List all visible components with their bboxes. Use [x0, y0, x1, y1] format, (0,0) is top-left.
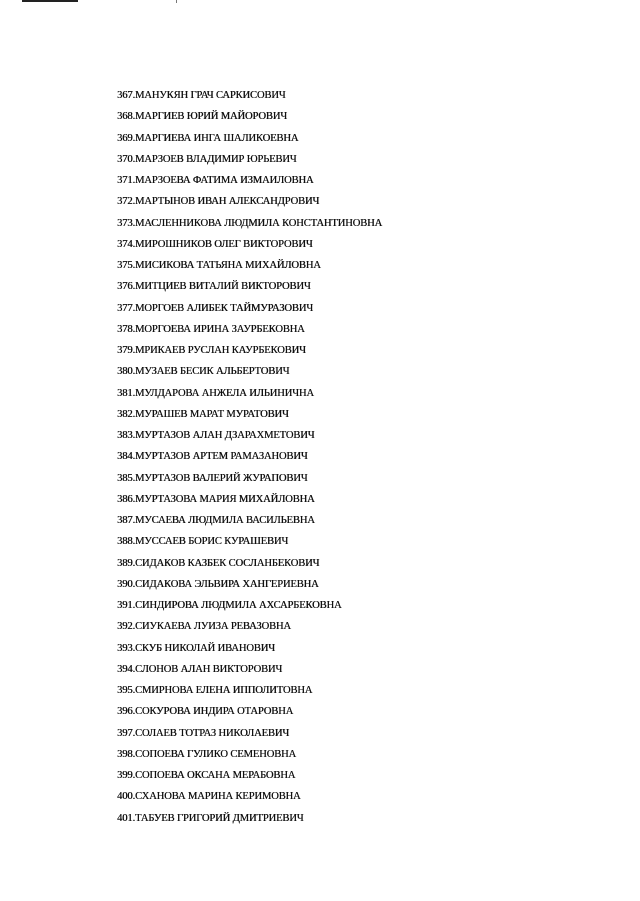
list-item: 393.СКУБ НИКОЛАЙ ИВАНОВИЧ	[117, 642, 275, 654]
list-item: 389.СИДАКОВ КАЗБЕК СОСЛАНБЕКОВИЧ	[117, 557, 320, 569]
list-item: 387.МУСАЕВА ЛЮДМИЛА ВАСИЛЬЕВНА	[117, 515, 315, 526]
list-item: 395.СМИРНОВА ЕЛЕНА ИППОЛИТОВНА	[117, 685, 313, 696]
list-item: 396.СОКУРОВА ИНДИРА ОТАРОВНА	[117, 706, 294, 718]
list-item: 382.МУРАШЕВ МАРАТ МУРАТОВИЧ	[117, 408, 289, 420]
list-item: 384.МУРТАЗОВ АРТЕМ РАМАЗАНОВИЧ	[117, 451, 308, 463]
list-item: 390.СИДАКОВА ЭЛЬВИРА ХАНГЕРИЕВНА	[117, 578, 319, 590]
list-item: 391.СИНДИРОВА ЛЮДМИЛА АХСАРБЕКОВНА	[117, 600, 342, 611]
list-item: 373.МАСЛЕННИКОВА ЛЮДМИЛА КОНСТАНТИНОВНА	[117, 217, 383, 229]
list-item: 371.МАРЗОЕВА ФАТИМА ИЗМАИЛОВНА	[117, 175, 314, 186]
list-item: 372.МАРТЫНОВ ИВАН АЛЕКСАНДРОВИЧ	[117, 196, 320, 208]
list-item: 380.МУЗАЕВ БЕСИК АЛЬБЕРТОВИЧ	[117, 366, 290, 378]
list-item: 377.МОРГОЕВ АЛИБЕК ТАЙМУРАЗОВИЧ	[117, 302, 313, 314]
list-item: 374.МИРОШНИКОВ ОЛЕГ ВИКТОРОВИЧ	[117, 238, 313, 250]
list-item: 375.МИСИКОВА ТАТЬЯНА МИХАЙЛОВНА	[117, 260, 321, 271]
list-item: 386.МУРТАЗОВА МАРИЯ МИХАЙЛОВНА	[117, 493, 315, 505]
list-item: 385.МУРТАЗОВ ВАЛЕРИЙ ЖУРАПОВИЧ	[117, 472, 308, 484]
list-item: 399.СОПОЕВА ОКСАНА МЕРАБОВНА	[117, 770, 296, 781]
list-item: 369.МАРГИЕВА ИНГА ШАЛИКОЕВНА	[117, 132, 299, 144]
scan-edge-tick	[176, 0, 177, 3]
list-item: 400.СХАНОВА МАРИНА КЕРИМОВНА	[117, 791, 301, 803]
list-item: 367.МАНУКЯН ГРАЧ САРКИСОВИЧ	[117, 90, 286, 101]
list-item: 392.СИУКАЕВА ЛУИЗА РЕВАЗОВНА	[117, 621, 291, 633]
list-item: 383.МУРТАЗОВ АЛАН ДЗАРАХМЕТОВИЧ	[117, 430, 315, 441]
list-item: 376.МИТЦИЕВ ВИТАЛИЙ ВИКТОРОВИЧ	[117, 281, 311, 293]
list-item: 370.МАРЗОЕВ ВЛАДИМИР ЮРЬЕВИЧ	[117, 153, 297, 165]
list-item: 378.МОРГОЕВА ИРИНА ЗАУРБЕКОВНА	[117, 323, 305, 335]
list-item: 397.СОЛАЕВ ТОТРАЗ НИКОЛАЕВИЧ	[117, 727, 290, 739]
list-item: 381.МУЛДАРОВА АНЖЕЛА ИЛЬИНИЧНА	[117, 387, 314, 399]
list-item: 379.МРИКАЕВ РУСЛАН КАУРБЕКОВИЧ	[117, 345, 306, 356]
list-item: 394.СЛОНОВ АЛАН ВИКТОРОВИЧ	[117, 663, 283, 675]
scan-edge-mark	[22, 0, 78, 2]
list-item: 368.МАРГИЕВ ЮРИЙ МАЙОРОВИЧ	[117, 111, 287, 123]
list-item: 388.МУССАЕВ БОРИС КУРАШЕВИЧ	[117, 536, 289, 548]
name-list	[117, 85, 382, 829]
list-item: 398.СОПОЕВА ГУЛИКО СЕМЕНОВНА	[117, 748, 296, 760]
list-item: 401.ТАБУЕВ ГРИГОРИЙ ДМИТРИЕВИЧ	[117, 812, 304, 824]
